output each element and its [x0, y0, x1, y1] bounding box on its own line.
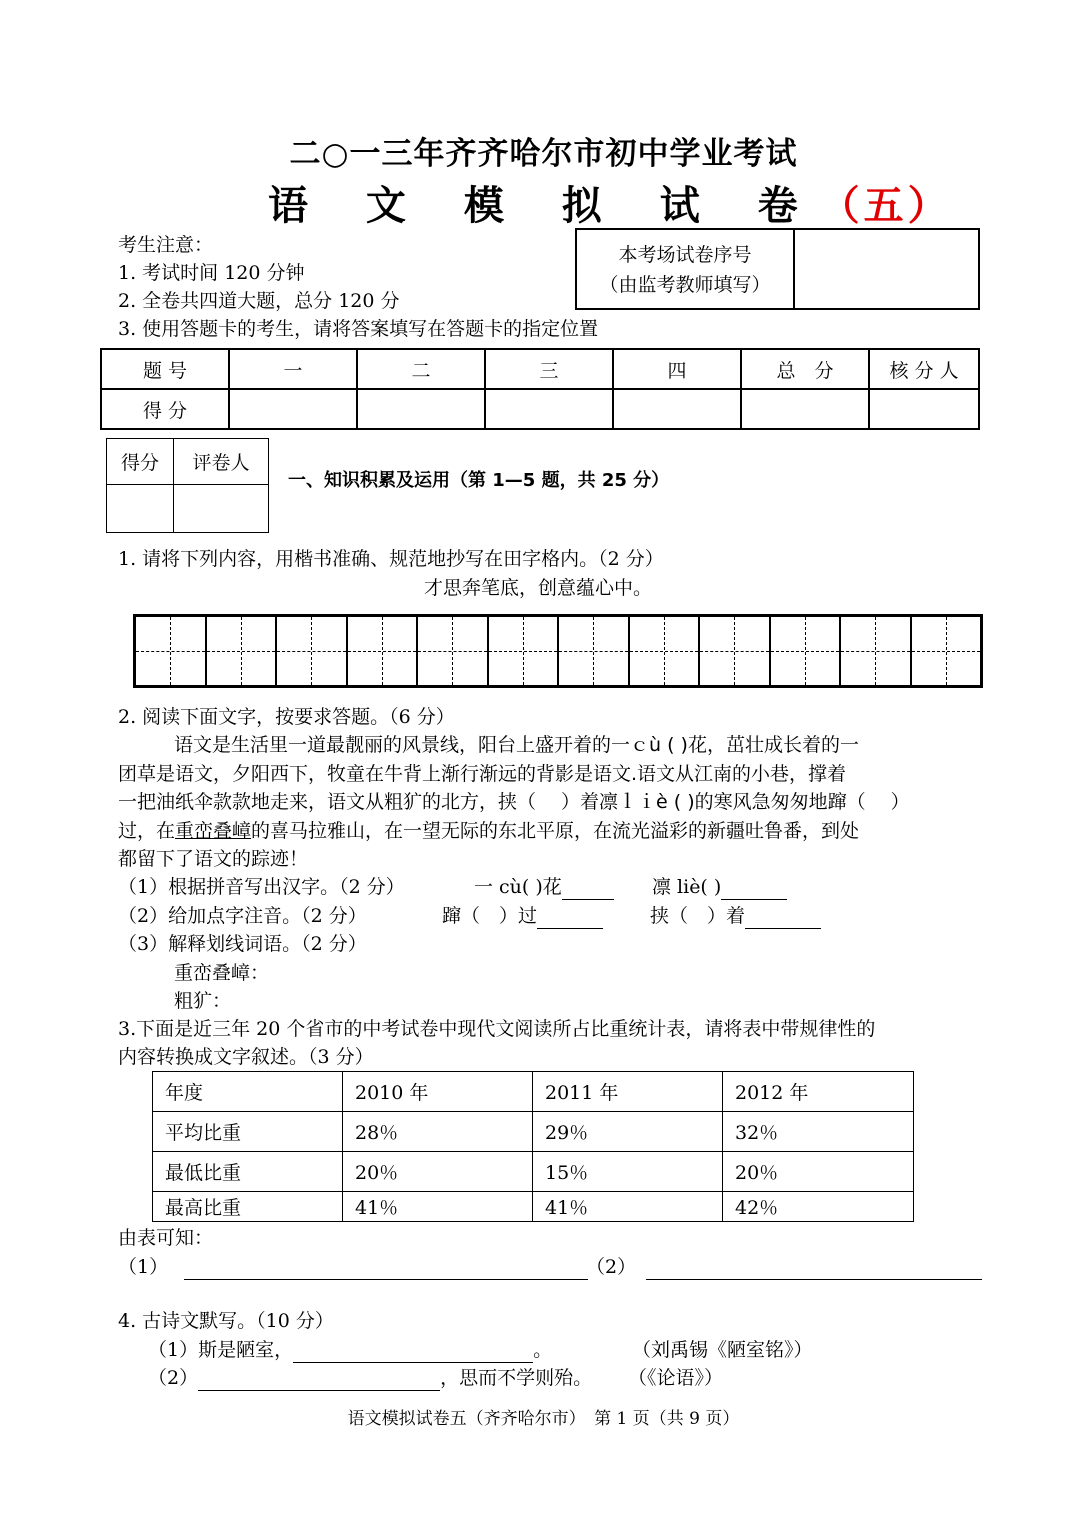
passage-line: [118, 817, 1018, 846]
conclusion-item: [118, 1254, 588, 1280]
notice-heading: 考生注意：: [118, 234, 214, 256]
stats-table: [152, 1071, 914, 1222]
score-table-header: 三: [485, 349, 613, 389]
answer-blank[interactable]: [646, 1279, 982, 1280]
poem-text: （1）斯是陋室，: [148, 1339, 294, 1361]
subtitle-number: （五）: [819, 182, 952, 229]
passage-line: 团草是语文，夕阳西下，牧童在牛背上渐行渐远的背影是语文.语文从江南的小巷，撑着: [118, 762, 847, 785]
tianzige-cell[interactable]: [771, 617, 842, 685]
stats-table-header-row: [153, 1072, 914, 1112]
grader-score-label: 得分: [107, 439, 174, 485]
stats-cell: 42％: [723, 1192, 914, 1222]
poem-text: （2）: [148, 1367, 199, 1389]
poem-line: [148, 1337, 552, 1363]
serial-label: [577, 230, 795, 308]
underlined-term: 重峦叠嶂: [175, 819, 252, 842]
score-table-header-row: [101, 349, 979, 389]
answer-blank[interactable]: [184, 1279, 588, 1280]
q2-sub2-item-text: 蹿（ ）过: [442, 905, 538, 927]
q2-sub1-item-text: 凛 liè( ): [652, 876, 722, 898]
score-table-header: 题 号: [101, 349, 229, 389]
q2-sub1-item: [474, 874, 614, 900]
question-3-prompt: 3.下面是近三年 20 个省市的中考试卷中现代文阅读所占比重统计表，请将表中带规律性的: [118, 1018, 876, 1040]
grader-name-label: 评卷人: [174, 439, 269, 485]
answer-blank[interactable]: [293, 1362, 533, 1363]
tianzige-cell[interactable]: [841, 617, 912, 685]
grader-score-cell[interactable]: [107, 485, 174, 533]
q2-sub2-item: [650, 903, 821, 929]
q2-sub2-label: （2）给加点字注音。（2 分）: [118, 905, 367, 927]
score-cell[interactable]: [613, 389, 741, 429]
q2-sub1-item-text: 一 cù( )花: [474, 876, 562, 898]
score-cell[interactable]: [485, 389, 613, 429]
stats-cell: 20％: [723, 1152, 914, 1192]
score-table: [100, 348, 980, 430]
stats-cell: 15％: [533, 1152, 723, 1192]
q2-sub2-item: [442, 903, 603, 929]
score-row-label: 得 分: [101, 389, 229, 429]
stats-header: 2010 年: [343, 1072, 533, 1112]
notice-item: 1. 考试时间 120 分钟: [118, 262, 305, 284]
question-1-prompt: 1. 请将下列内容，用楷书准确、规范地抄写在田字格内。（2 分）: [118, 548, 664, 570]
stats-cell: 20％: [343, 1152, 533, 1192]
reading-passage: [118, 731, 1018, 874]
poem-text: ，思而不学则殆。: [440, 1367, 593, 1389]
score-cell[interactable]: [869, 389, 979, 429]
question-1-text: 才思奔笔底，创意蕴心中。: [424, 577, 653, 599]
stats-cell: 32％: [723, 1112, 914, 1152]
passage-line: 都留下了语文的踪迹！: [118, 848, 309, 870]
tianzige-cell[interactable]: [136, 617, 207, 685]
score-cell[interactable]: [741, 389, 869, 429]
stats-header: 年度: [153, 1072, 343, 1112]
q2-sub2-item-text: 挟（ ）着: [650, 905, 746, 927]
serial-label-line: 本考场试卷序号: [618, 244, 752, 266]
serial-label-line: （由监考教师填写）: [599, 274, 771, 296]
section-title: 一、知识积累及运用（第 1—5 题，共 25 分）: [288, 470, 670, 491]
tianzige-cell[interactable]: [912, 617, 981, 685]
grader-name-cell[interactable]: [174, 485, 269, 533]
conclusion-item: [586, 1254, 982, 1280]
answer-blank[interactable]: [537, 928, 603, 929]
page-footer: 语文模拟试卷五（齐齐哈尔市） 第 1 页（共 9 页）: [347, 1409, 740, 1429]
poem-text: 。: [533, 1339, 553, 1361]
score-cell[interactable]: [229, 389, 357, 429]
passage-line: 一把油纸伞款款地走来，语文从粗犷的北方，挟（ ）着凛ｌｉè ( )的寒风急匆匆地蹿（ ）: [118, 791, 910, 813]
stats-cell: 最高比重: [153, 1192, 343, 1222]
blank-label: （1）: [118, 1256, 169, 1278]
tianzige-grid: [133, 614, 983, 688]
exam-title: 二○一三年齐齐哈尔市初中学业考试: [289, 136, 798, 172]
passage-line: 语文是生活里一道最靓丽的风景线，阳台上盛开着的一ｃù ( )花，茁壮成长着的一: [174, 734, 859, 756]
grader-box: [106, 438, 269, 533]
poem-source: （刘禹锡《陋室铭》）: [632, 1339, 813, 1361]
answer-blank[interactable]: [721, 899, 787, 900]
exam-subtitle: [268, 174, 952, 231]
passage-text: 过，在: [118, 819, 176, 842]
score-table-header: 二: [357, 349, 485, 389]
stats-cell: 29％: [533, 1112, 723, 1152]
q2-sub3-label: （3）解释划线词语。（2 分）: [118, 933, 367, 955]
tianzige-cell[interactable]: [700, 617, 771, 685]
stats-header: 2011 年: [533, 1072, 723, 1112]
score-table-header: 一: [229, 349, 357, 389]
notice-item: 3. 使用答题卡的考生，请将答案填写在答题卡的指定位置: [118, 318, 599, 340]
stats-cell: 41％: [533, 1192, 723, 1222]
tianzige-cell[interactable]: [489, 617, 560, 685]
serial-input[interactable]: [795, 230, 978, 308]
question-2-prompt: 2. 阅读下面文字，按要求答题。（6 分）: [118, 706, 455, 728]
stats-row: [153, 1152, 914, 1192]
stats-cell: 41％: [343, 1192, 533, 1222]
poem-source: （《论语》）: [628, 1367, 724, 1389]
score-table-header: 核 分 人: [869, 349, 979, 389]
tianzige-cell[interactable]: [207, 617, 278, 685]
answer-blank[interactable]: [198, 1390, 440, 1391]
score-table-row: [101, 389, 979, 429]
tianzige-cell[interactable]: [418, 617, 489, 685]
blank-label: （2）: [586, 1256, 637, 1278]
question-3-prompt: 内容转换成文字叙述。（3 分）: [118, 1046, 374, 1068]
stats-row: [153, 1112, 914, 1152]
subtitle-text: 语 文 模 拟 试 卷: [268, 182, 820, 229]
conclusion-label: 由表可知：: [118, 1227, 214, 1249]
score-table-header: 总 分: [741, 349, 869, 389]
passage-text: 的喜马拉雅山，在一望无际的东北平原，在流光溢彩的新疆吐鲁番，到处: [251, 819, 860, 842]
question-4-prompt: 4. 古诗文默写。（10 分）: [118, 1310, 334, 1332]
notice-item: 2. 全卷共四道大题，总分 120 分: [118, 290, 400, 312]
score-table-header: 四: [613, 349, 741, 389]
q2-sub1-label: （1）根据拼音写出汉字。（2 分）: [118, 876, 405, 898]
score-cell[interactable]: [357, 389, 485, 429]
stats-cell: 平均比重: [153, 1112, 343, 1152]
tianzige-cell[interactable]: [630, 617, 701, 685]
serial-number-box: [575, 228, 980, 310]
poem-line: [148, 1365, 592, 1391]
term-label: 重峦叠嶂：: [174, 962, 270, 984]
answer-blank[interactable]: [562, 899, 614, 900]
term-label: 粗犷：: [174, 990, 232, 1012]
stats-row: [153, 1192, 914, 1222]
stats-header: 2012 年: [723, 1072, 914, 1112]
stats-cell: 28％: [343, 1112, 533, 1152]
tianzige-cell[interactable]: [559, 617, 630, 685]
tianzige-cell[interactable]: [348, 617, 419, 685]
tianzige-cell[interactable]: [277, 617, 348, 685]
stats-cell: 最低比重: [153, 1152, 343, 1192]
answer-blank[interactable]: [745, 928, 821, 929]
q2-sub1-item: [652, 874, 787, 900]
